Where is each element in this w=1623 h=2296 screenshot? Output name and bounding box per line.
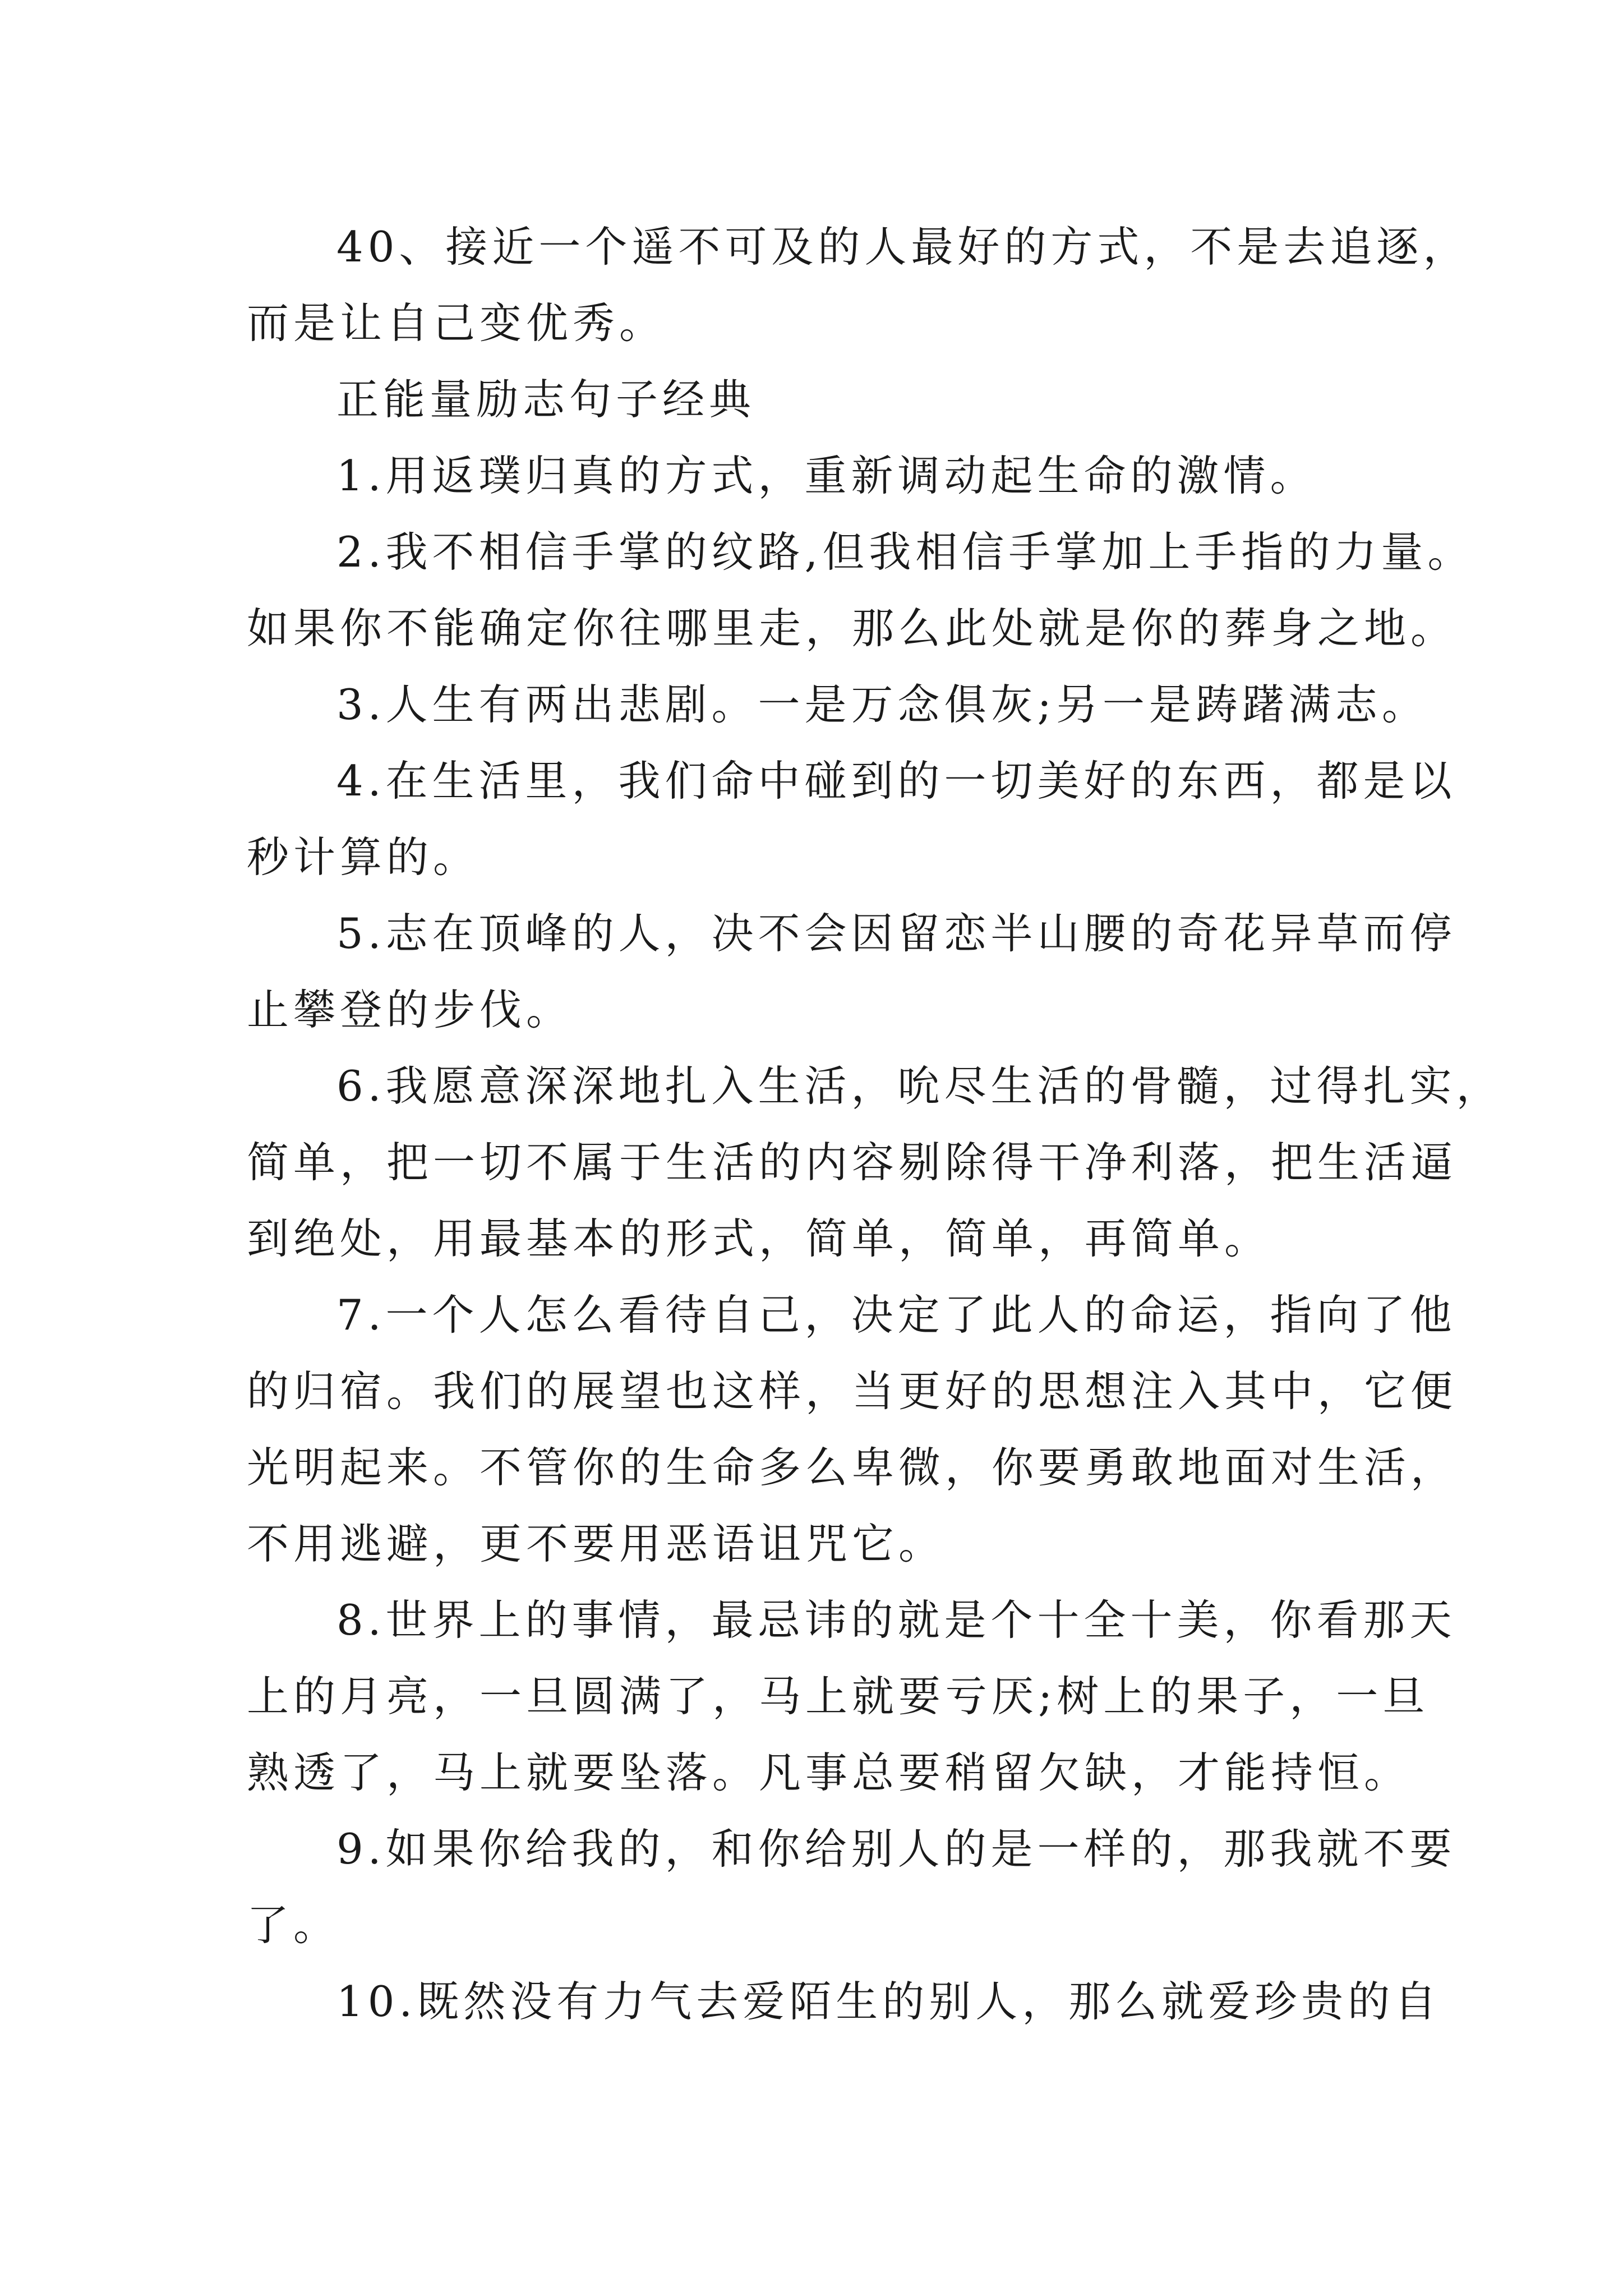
- text-line: 3.人生有两出悲剧。一是万念俱灰;另一是踌躇满志。: [336, 680, 1428, 729]
- heading-text: 正能量励志句子经典: [336, 375, 756, 424]
- text-line: 1.用返璞归真的方式，重新调动起生命的激情。: [336, 451, 1317, 500]
- paragraph-6: [247, 1048, 1503, 1277]
- paragraph-8: [247, 1582, 1456, 1811]
- text-line: 了。: [247, 1901, 340, 1950]
- paragraph-2: [247, 514, 1474, 666]
- paragraph-9: [247, 1811, 1456, 1963]
- text-line: 熟透了，马上就要坠落。凡事总要稍留欠缺，才能持恒。: [247, 1748, 1411, 1797]
- paragraph-5: [247, 895, 1456, 1048]
- text-line: 2.我不相信手掌的纹路,但我相信手掌加上手指的力量。: [336, 527, 1474, 577]
- text-line: 9.如果你给我的，和你给别人的是一样的，那我就不要: [336, 1824, 1456, 1874]
- text-line: 而是让自己变优秀。: [247, 298, 666, 348]
- text-line: 4.在生活里，我们命中碰到的一切美好的东西，都是以: [336, 756, 1456, 806]
- text-line: 上的月亮，一旦圆满了，马上就要亏厌;树上的果子，一旦: [247, 1672, 1430, 1721]
- text-line: 光明起来。不管你的生命多么卑微，你要勇敢地面对生活，: [247, 1443, 1458, 1492]
- text-line: 7.一个人怎么看待自己，决定了此人的命运，指向了他: [336, 1290, 1456, 1340]
- text-line: 到绝处，用最基本的形式，简单，简单，再简单。: [247, 1214, 1271, 1263]
- paragraph-1: [247, 438, 1391, 514]
- text-line: 40、接近一个遥不可及的人最好的方式，不是去追逐，: [336, 222, 1470, 272]
- section-heading: [247, 361, 1391, 438]
- text-line: 6.我愿意深深地扎入生活，吮尽生活的骨髓，过得扎实，: [336, 1061, 1503, 1111]
- text-line: 不用逃避，更不要用恶语诅咒它。: [247, 1519, 946, 1568]
- text-line: 10.既然没有力气去爱陌生的别人，那么就爱珍贵的自: [336, 1977, 1441, 2026]
- paragraph-10: [247, 1963, 1441, 2040]
- text-line: 如果你不能确定你往哪里走，那么此处就是你的葬身之地。: [247, 604, 1458, 653]
- document-body: [247, 209, 1503, 2040]
- paragraph-4: [247, 743, 1456, 895]
- text-line: 简单，把一切不属于生活的内容剔除得干净利落，把生活逼: [247, 1138, 1458, 1187]
- text-line: 的归宿。我们的展望也这样，当更好的思想注入其中，它便: [247, 1366, 1458, 1416]
- text-line: 止攀登的步伐。: [247, 985, 573, 1034]
- text-line: 秒计算的。: [247, 832, 480, 882]
- paragraph-40: [247, 209, 1470, 361]
- text-line: 8.世界上的事情，最忌讳的就是个十全十美，你看那天: [336, 1595, 1456, 1645]
- paragraph-3: [247, 666, 1428, 743]
- text-line: 5.志在顶峰的人，决不会因留恋半山腰的奇花异草而停: [336, 909, 1456, 958]
- paragraph-7: [247, 1277, 1458, 1582]
